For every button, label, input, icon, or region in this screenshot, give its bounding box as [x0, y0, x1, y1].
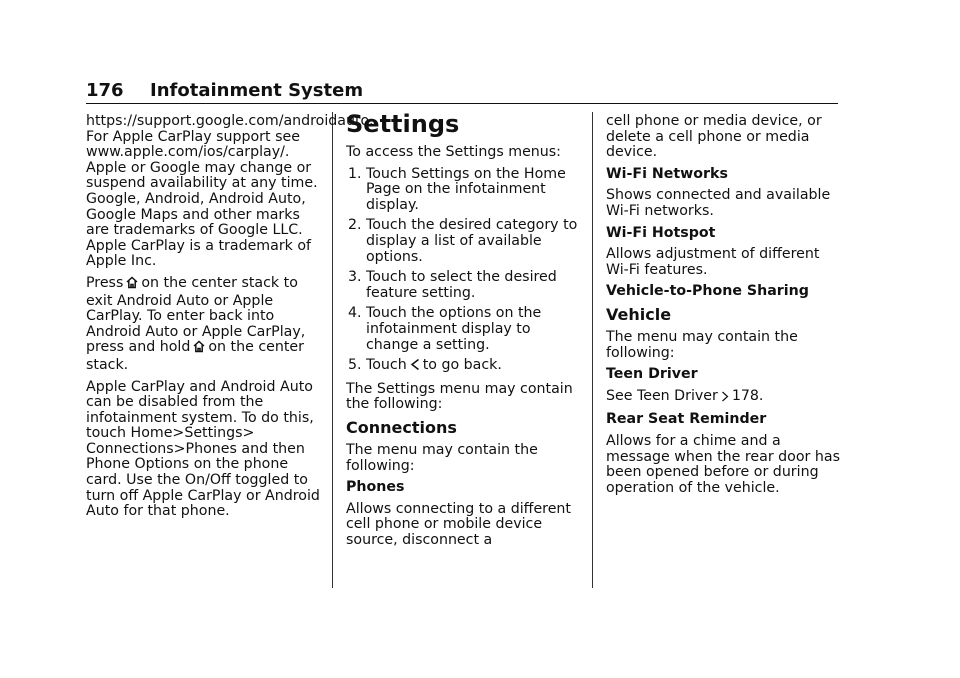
list-item: [346, 306, 582, 353]
column-divider-1: [332, 112, 333, 588]
step-text: Touch: [366, 357, 407, 374]
column-2: [346, 110, 582, 554]
list-item: [346, 358, 582, 376]
connections-heading: Connections: [346, 417, 457, 437]
step-number: 1.: [348, 165, 362, 182]
rear-seat-reminder-text: Allows for a chime and a message when the rear door has been opened before or during operation of the vehicle.: [606, 432, 840, 496]
home-button-paragraph: [86, 276, 324, 374]
step-text: Touch Settings on the Home Page on the infotainment display.: [366, 165, 566, 213]
text-press: Press: [86, 274, 124, 291]
phones-title: Phones: [346, 479, 405, 496]
step-number: 4.: [348, 305, 362, 322]
vehicle-text: The menu may contain the following:: [606, 328, 798, 361]
step-text: Touch the desired category to display a list of available options.: [366, 217, 578, 265]
step-text: Touch to select the desired feature setting.: [366, 269, 557, 301]
carplay-support-paragraph: https://support.google.com/androidauto. For Apple CarPlay support see www.apple.com/ios/carplay/. Apple or Google may change or suspend availability at any time. Google, Android, Android Auto, Google Maps and other marks are trademarks of Google LLC. Apple CarPlay is a trademark of Apple Inc.: [86, 113, 374, 270]
list-item: [346, 218, 582, 265]
teen-driver-title: Teen Driver: [606, 366, 698, 383]
phones-text: Allows connecting to a different cell phone or mobile device source, disconnect a: [346, 500, 571, 548]
text-exit-instructions: on the center stack to exit Android Auto or Apple CarPlay. To enter back into Android Auto or Apple CarPlay, press and hold: [86, 274, 306, 356]
column-divider-2: [592, 112, 593, 588]
section-title: Infotainment System: [150, 80, 364, 101]
text-center-stack: on the center stack.: [86, 339, 304, 373]
disable-carplay-paragraph: Apple CarPlay and Android Auto can be disabled from the infotainment system. To do this, touch Home>Settings> Connections>Phones and then Phone Options on the phone card. Use the On/Off toggled to turn off Apple CarPlay or Android Auto for that phone.: [86, 378, 320, 520]
teen-driver-page-link[interactable]: 178.: [731, 387, 764, 404]
wifi-networks-text: Shows connected and available Wi-Fi networks.: [606, 187, 831, 219]
page-number: 176: [86, 80, 124, 101]
wifi-networks-title: Wi-Fi Networks: [606, 165, 728, 182]
column-1: [86, 113, 374, 526]
list-item: [346, 167, 582, 214]
settings-menu-text: The Settings menu may contain the following:: [346, 380, 573, 413]
teen-driver-ref: See Teen Driver: [606, 387, 718, 404]
step-number: 3.: [348, 269, 362, 286]
home-icon: [193, 340, 205, 358]
home-icon: [126, 276, 138, 294]
rear-seat-reminder-title: Rear Seat Reminder: [606, 411, 767, 428]
column-3: [606, 114, 842, 502]
settings-heading: Settings: [346, 110, 460, 138]
wifi-hotspot-text: Allows adjustment of different Wi-Fi features.: [606, 246, 820, 278]
vehicle-to-phone-title: Vehicle-to-Phone Sharing: [606, 283, 809, 300]
settings-steps: [346, 167, 582, 376]
step-number: 5.: [348, 357, 362, 374]
connections-text: The menu may contain the following:: [346, 441, 538, 474]
vehicle-heading: Vehicle: [606, 304, 672, 324]
step-text: to go back.: [422, 357, 502, 374]
page-header: [86, 80, 838, 104]
phones-text-continued: cell phone or media device, or delete a cell phone or media device.: [606, 113, 822, 161]
teen-driver-text: [606, 389, 842, 407]
wifi-hotspot-title: Wi-Fi Hotspot: [606, 224, 716, 241]
page-reference-icon: [721, 391, 729, 407]
back-chevron-icon: [410, 358, 420, 376]
list-item: [346, 270, 582, 301]
settings-intro: To access the Settings menus:: [346, 144, 561, 160]
step-number: 2.: [348, 217, 362, 234]
step-text: Touch the options on the infotainment display to change a setting.: [366, 305, 542, 353]
header-rule: [86, 103, 838, 104]
